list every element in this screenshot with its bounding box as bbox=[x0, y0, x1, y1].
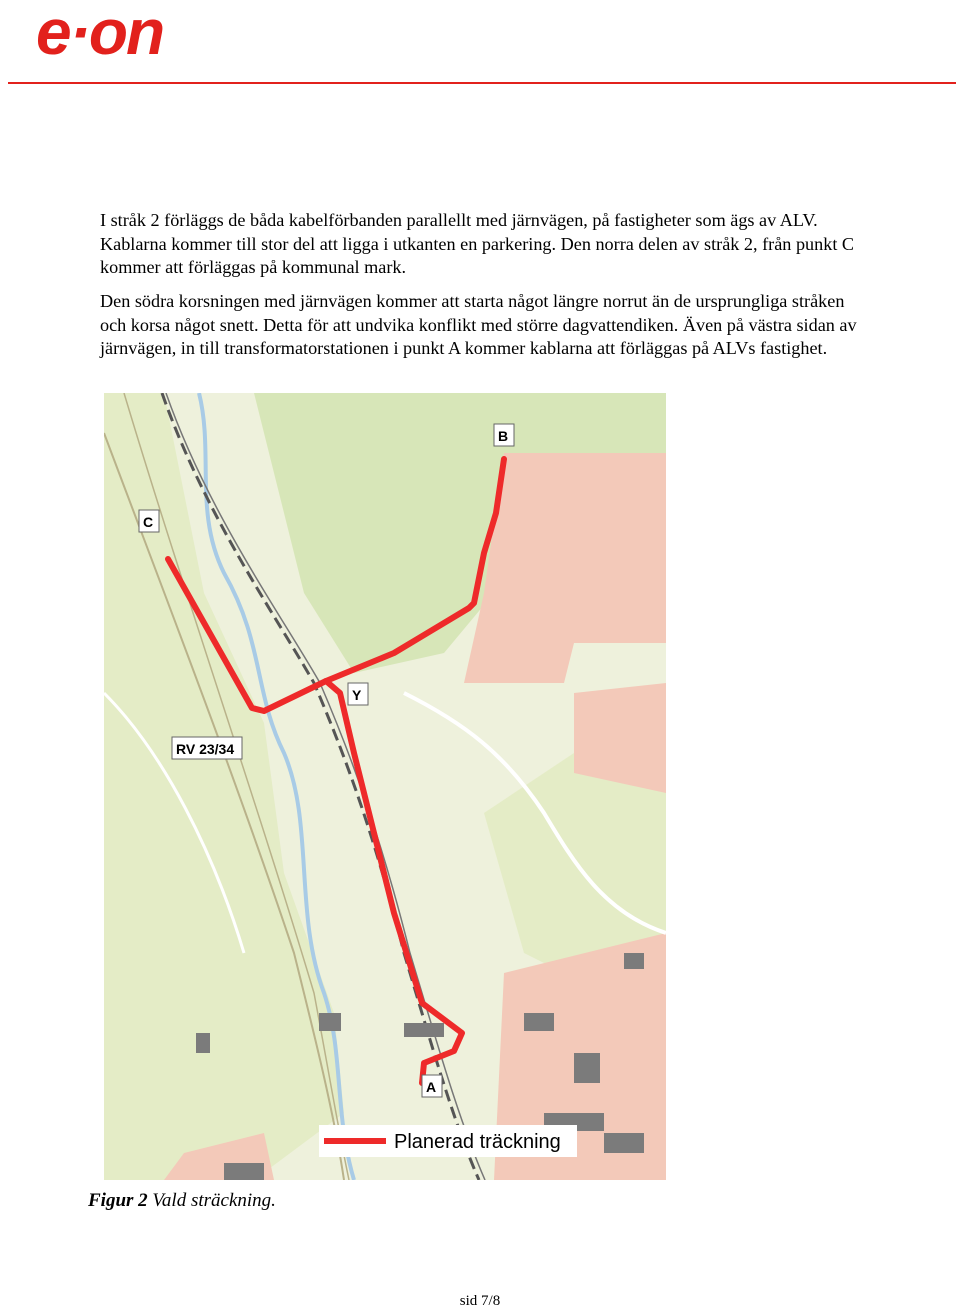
map-label-a: A bbox=[426, 1079, 437, 1095]
caption-text: Vald sträckning. bbox=[147, 1190, 276, 1211]
map-label-c: C bbox=[143, 514, 154, 530]
eon-logo bbox=[34, 0, 234, 70]
page-number: sid 7/8 bbox=[459, 1293, 501, 1309]
map-label-y: Y bbox=[352, 687, 362, 703]
legend-label: Planerad träckning bbox=[394, 1131, 561, 1153]
figure-caption bbox=[88, 1190, 276, 1212]
caption-number: Figur 2 bbox=[88, 1190, 148, 1211]
map-label-b: B bbox=[498, 428, 509, 444]
route-map bbox=[104, 393, 666, 1180]
paragraph-2: Den södra korsningen med järnvägen kommer att starta något längre norrut än de ursprungliga stråken och korsa något snett. Detta för att undvika konflikt med större dagvattendiken. Även på västra sidan av järnvägen, in till transformatorstationen i punkt A kommer kablarna att förläggas på ALVs fastighet. bbox=[100, 291, 857, 359]
paragraph-1: I stråk 2 förläggs de båda kabelförbanden parallellt med järnvägen, på fastigheter som ägs av ALV. Kablarna kommer till stor del att ligga i utkanten en parkering. Den norra delen av stråk 2, från punkt C kommer att förläggas på kommunal mark. bbox=[100, 210, 855, 278]
header-rule bbox=[8, 82, 956, 84]
road-label: RV 23/34 bbox=[176, 741, 235, 757]
logo-text: e·on bbox=[36, 0, 164, 68]
